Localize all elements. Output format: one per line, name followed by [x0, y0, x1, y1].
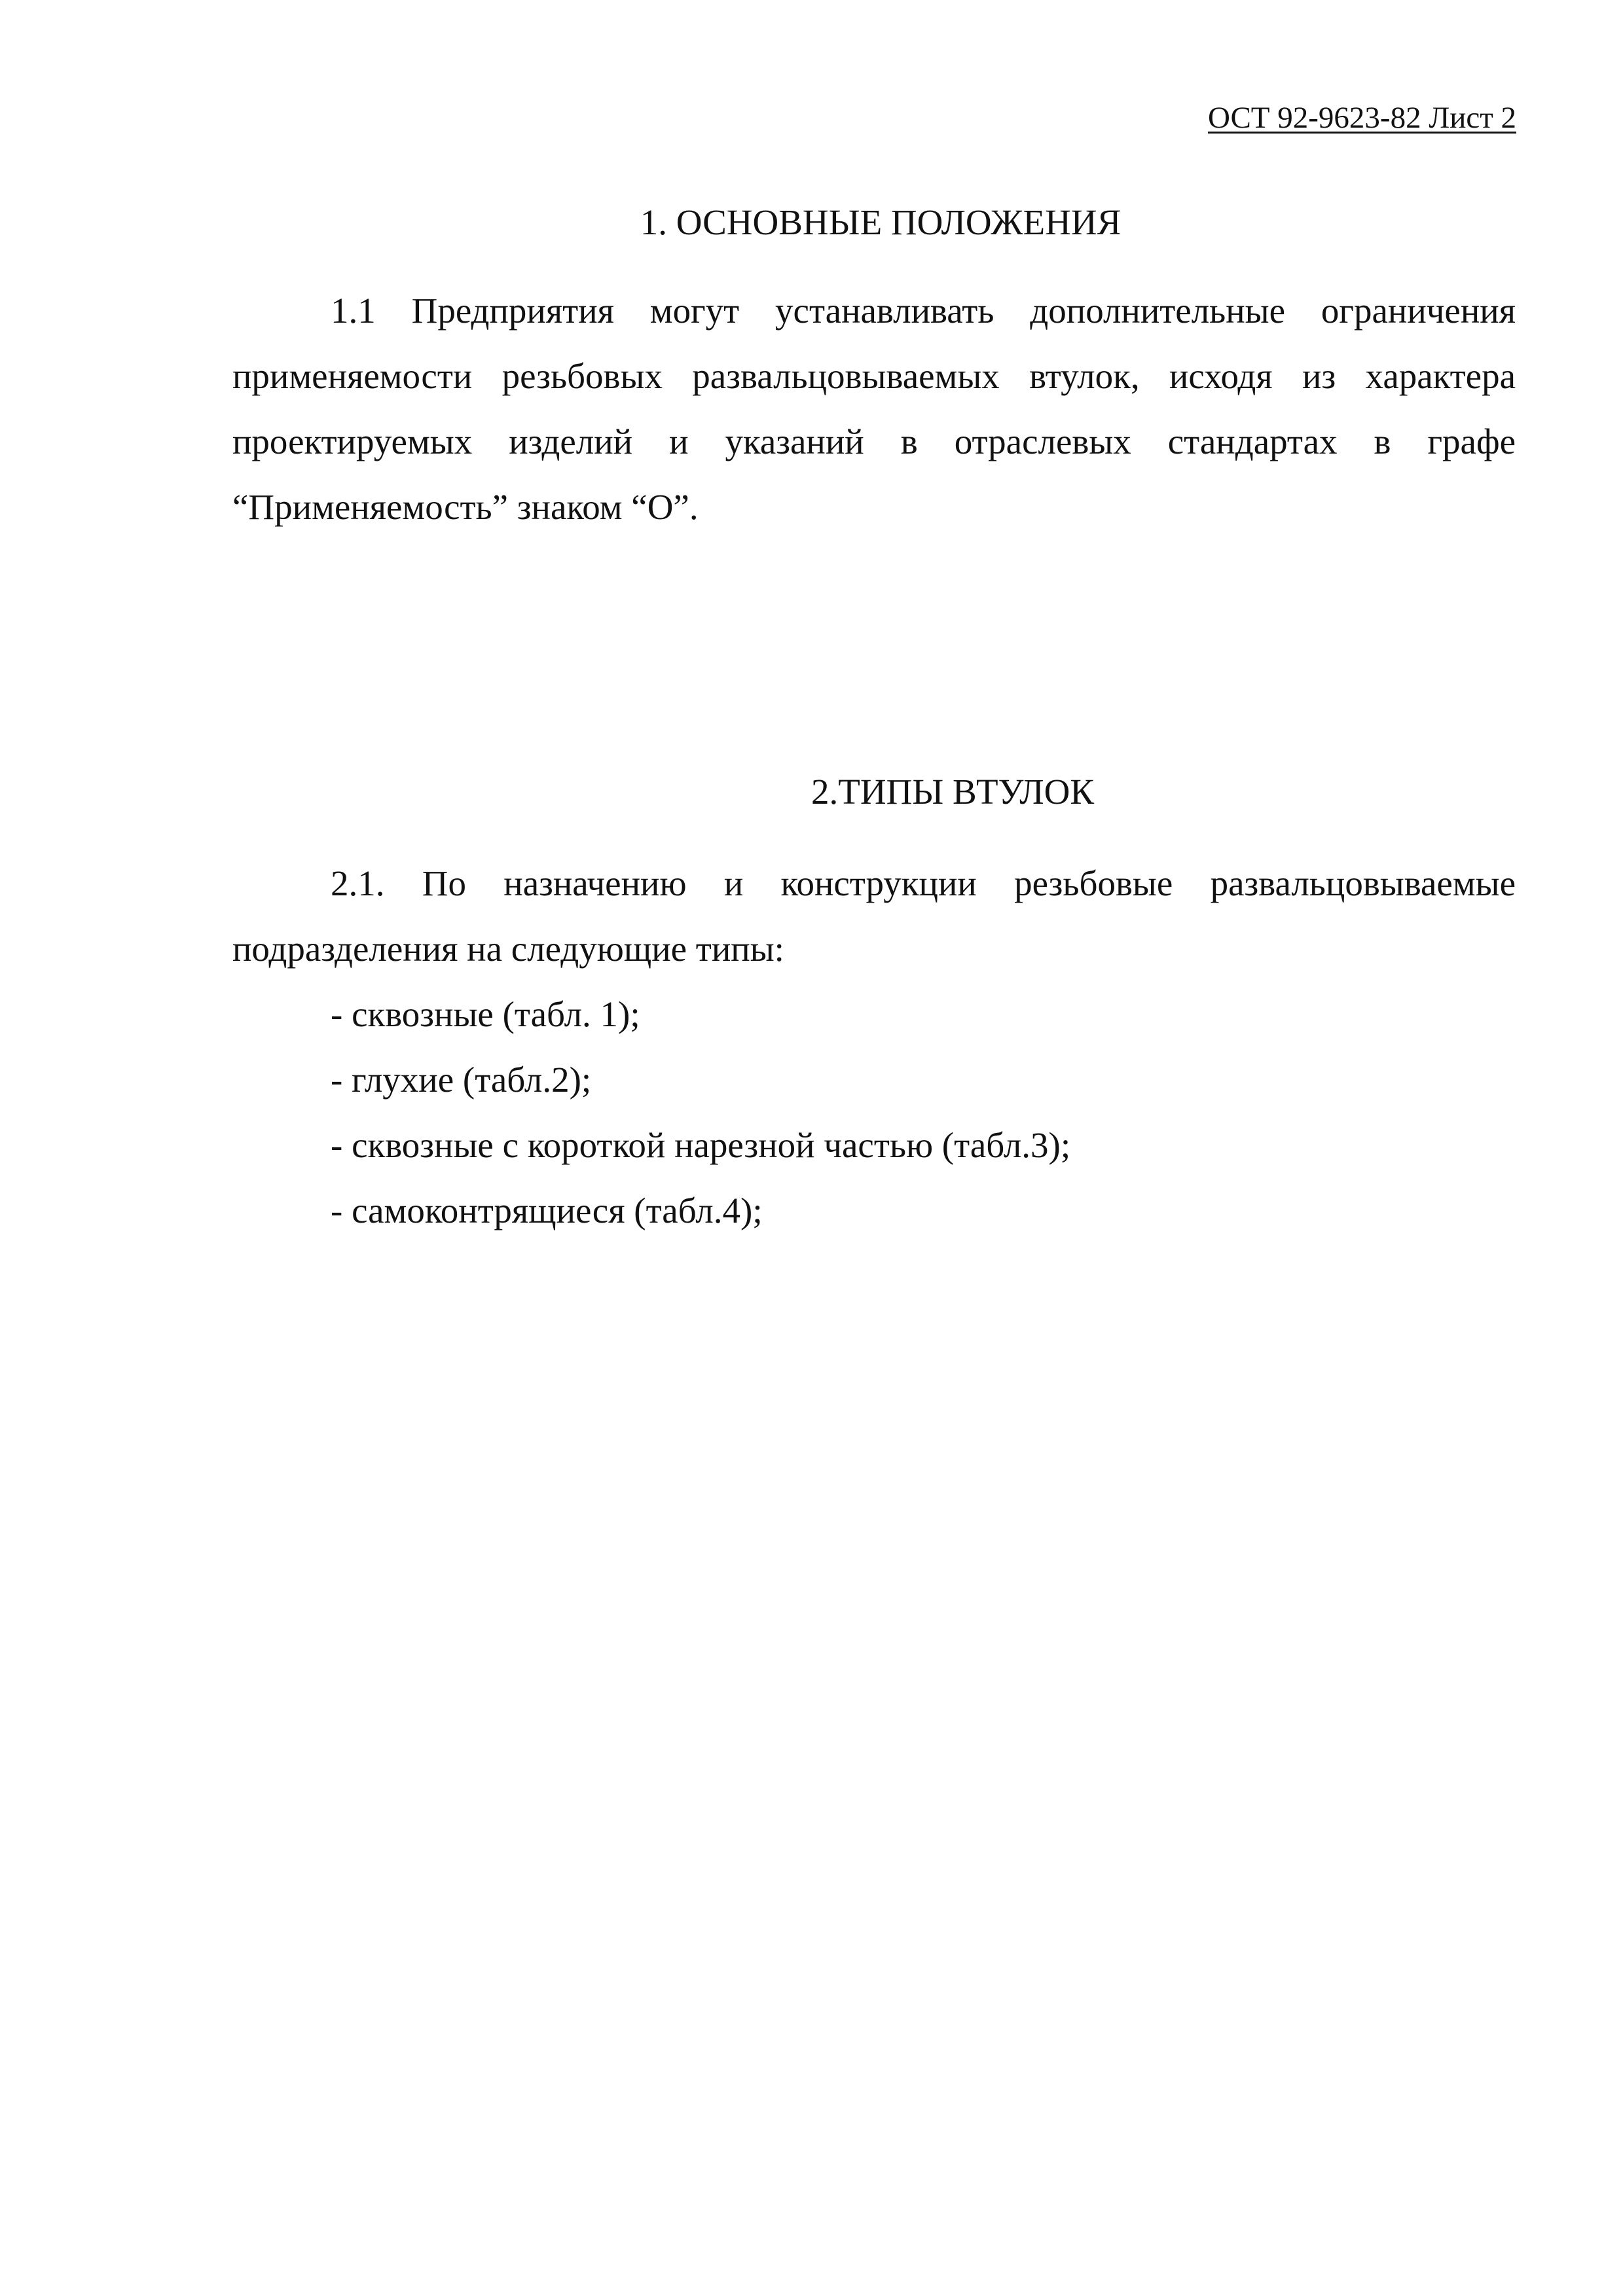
bushing-types-list: [331, 982, 1070, 1244]
section-1-heading: 1. ОСНОВНЫЕ ПОЛОЖЕНИЯ: [640, 202, 1122, 242]
section-2-heading: 2.ТИПЫ ВТУЛОК: [811, 772, 1094, 812]
section-1-paragraph: 1.1 Предприятия могут устанавливать дополнительные ограничения применяемости резьбовых развальцовываемых втулок, исходя из характера проектируемых изделий и указаний в отраслевых стандартах в графе “Применяемость” знаком “О”.: [232, 291, 1516, 527]
section-2-paragraph: 2.1. По назначению и конструкции резьбовые развальцовываемые подразделения на следующие типы:: [232, 863, 1516, 969]
document-reference: ОСТ 92-9623-82 Лист 2: [1207, 101, 1516, 135]
list-item: - сквозные с короткой нарезной частью (табл.3);: [331, 1125, 1071, 1165]
list-item: - сквозные (табл. 1);: [331, 994, 640, 1034]
list-item: - глухие (табл.2);: [331, 1060, 592, 1100]
list-item: - самоконтрящиеся (табл.4);: [331, 1191, 763, 1230]
